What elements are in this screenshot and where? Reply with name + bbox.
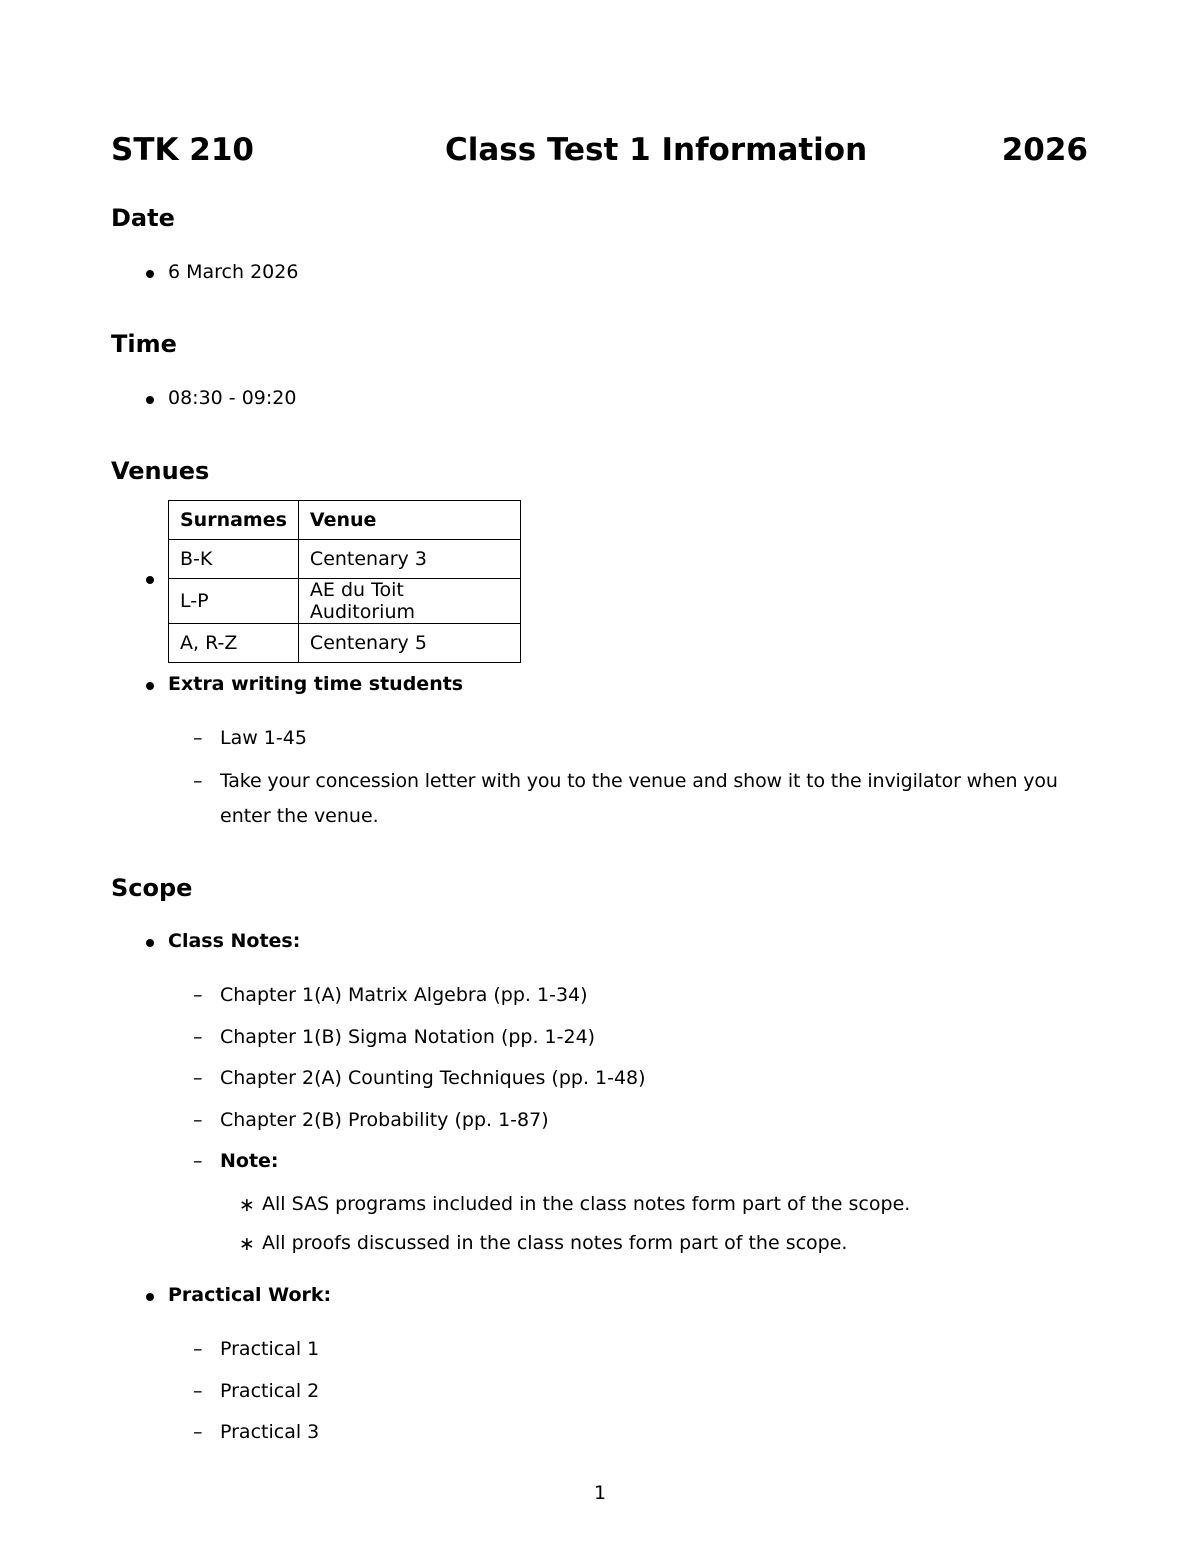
section-heading-scope: Scope <box>111 874 193 902</box>
extra-time-label: Extra writing time students <box>168 673 464 695</box>
table-cell: B-K <box>169 540 299 579</box>
note-label: Note: <box>220 1150 279 1172</box>
list-item: Chapter 1(A) Matrix Algebra (pp. 1-34) <box>220 984 588 1006</box>
list-item: Practical 2 <box>220 1380 320 1402</box>
table-header-row <box>169 501 521 540</box>
dash-icon: – <box>193 1067 203 1089</box>
list-item-continuation: enter the venue. <box>220 805 379 827</box>
bullet-icon <box>146 576 154 584</box>
section-heading-venues: Venues <box>111 457 210 485</box>
asterisk-icon: ∗ <box>239 1194 255 1216</box>
list-item: Take your concession letter with you to the venue and show it to the invigilator when you <box>220 770 1058 792</box>
dash-icon: – <box>193 1150 203 1172</box>
year: 2026 <box>1001 132 1088 168</box>
dash-icon: – <box>193 1026 203 1048</box>
list-item: Chapter 1(B) Sigma Notation (pp. 1-24) <box>220 1026 596 1048</box>
list-item: Practical 3 <box>220 1421 320 1443</box>
list-item: Chapter 2(A) Counting Techniques (pp. 1-48) <box>220 1067 646 1089</box>
table-row <box>169 624 521 663</box>
time-value: 08:30 - 09:20 <box>168 387 297 409</box>
bullet-icon <box>146 682 154 690</box>
list-item: Chapter 2(B) Probability (pp. 1-87) <box>220 1109 549 1131</box>
bullet-icon <box>146 1293 154 1301</box>
page-number: 1 <box>594 1482 607 1504</box>
dash-icon: – <box>193 1109 203 1131</box>
table-cell: Centenary 3 <box>298 540 520 579</box>
date-value: 6 March 2026 <box>168 261 299 283</box>
dash-icon: – <box>193 1421 203 1443</box>
page-title: Class Test 1 Information <box>445 132 868 168</box>
table-cell: Centenary 5 <box>298 624 520 663</box>
column-header-surnames: Surnames <box>169 501 299 540</box>
section-heading-date: Date <box>111 204 175 232</box>
dash-icon: – <box>193 984 203 1006</box>
table-cell: A, R-Z <box>169 624 299 663</box>
section-heading-time: Time <box>111 330 177 358</box>
list-item: Practical 1 <box>220 1338 320 1360</box>
list-item: All proofs discussed in the class notes form part of the scope. <box>262 1232 848 1254</box>
asterisk-icon: ∗ <box>239 1233 255 1255</box>
table-cell: L-P <box>169 579 299 624</box>
bullet-icon <box>146 270 154 278</box>
dash-icon: – <box>193 770 203 792</box>
bullet-icon <box>146 396 154 404</box>
dash-icon: – <box>193 1380 203 1402</box>
table-row <box>169 540 521 579</box>
dash-icon: – <box>193 1338 203 1360</box>
list-item: Law 1-45 <box>220 727 307 749</box>
table-cell: AE du Toit Auditorium <box>298 579 520 624</box>
dash-icon: – <box>193 727 203 749</box>
class-notes-label: Class Notes: <box>168 930 301 952</box>
column-header-venue: Venue <box>298 501 520 540</box>
practical-work-label: Practical Work: <box>168 1284 332 1306</box>
list-item: All SAS programs included in the class notes form part of the scope. <box>262 1193 911 1215</box>
venues-table <box>168 500 521 663</box>
table-row <box>169 579 521 624</box>
course-code: STK 210 <box>111 132 254 168</box>
bullet-icon <box>146 939 154 947</box>
